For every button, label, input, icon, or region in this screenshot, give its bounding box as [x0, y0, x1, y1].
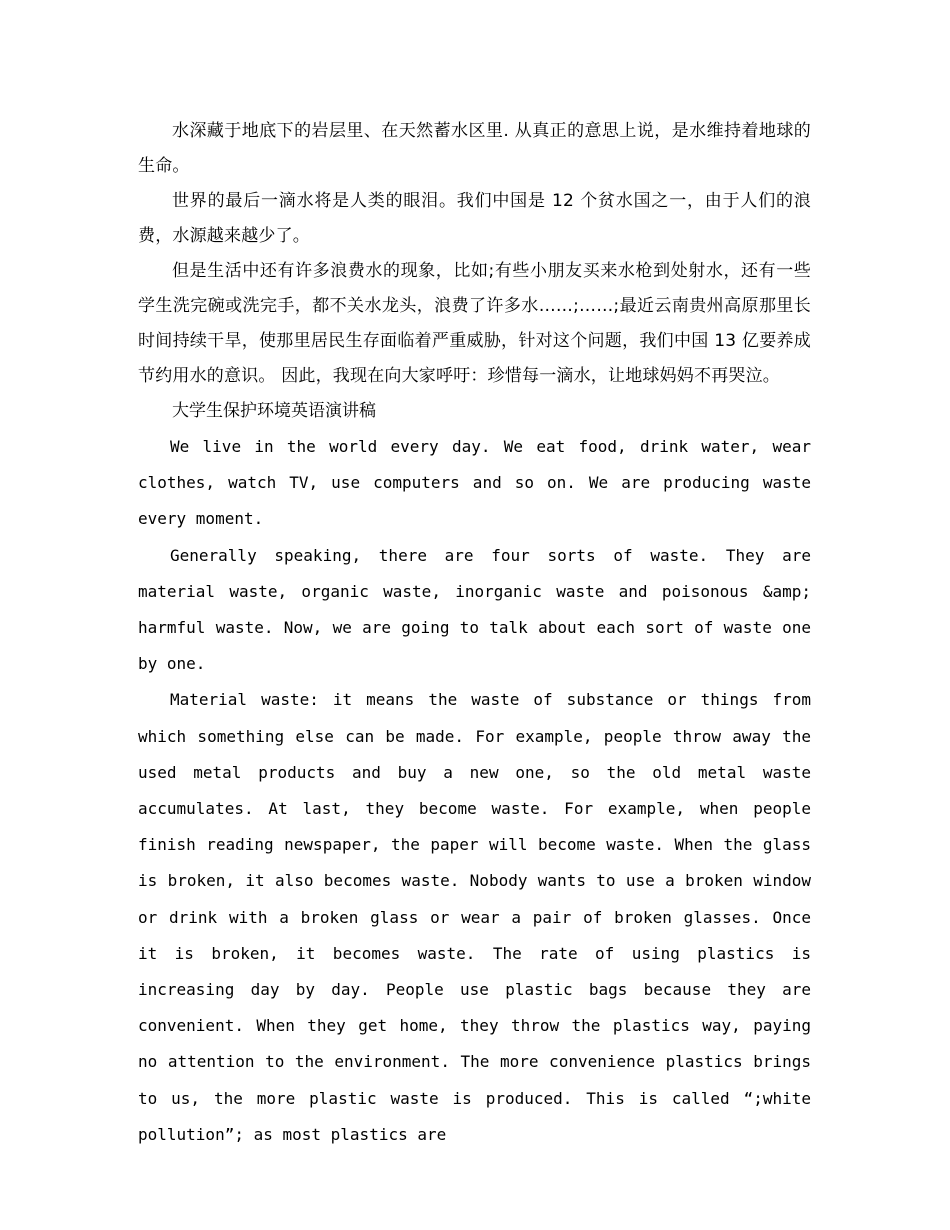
paragraph-last-drop: 世界的最后一滴水将是人类的眼泪。我们中国是 12 个贫水国之一，由于人们的浪费，水源越来越少了。 — [138, 191, 811, 246]
paragraph-water-underground: 水深藏于地底下的岩层里、在天然蓄水区里. 从真正的意思上说，是水维持着地球的生命。 — [138, 121, 811, 176]
section-title: 大学生保护环境英语演讲稿 — [172, 401, 376, 421]
paragraph-material-waste: Material waste: it means the waste of substance or things from which something else can be made. For example, people throw away the used metal products and buy a new one, so the old metal waste accumulates. At last, they become waste. For example, when people finish reading newspaper, the paper will become waste. When the glass is broken, it also becomes waste. Nobody wants to use a broken window or drink with a broken glass or wear a pair of broken glasses. Once it is broken, it becomes waste. The rate of using plastics is increasing day by day. People use plastic bags because they are convenient. When they get home, they throw the plastics way, paying no attention to the environment. The more convenience plastics brings to us, the more plastic waste is produced. This is called “;white pollution”; as most plastics are — [138, 690, 811, 1144]
paragraph-we-live: We live in the world every day. We eat food, drink water, wear clothes, watch TV, use computers and so on. We are producing waste every moment. — [138, 437, 811, 529]
paragraph-water-waste: 但是生活中还有许多浪费水的现象，比如;有些小朋友买来水枪到处射水，还有一些学生洗完碗或洗完手，都不关水龙头，浪费了许多水……;……;最近云南贵州高原那里长时间持续干旱，使那里居民生存面临着严重威胁，针对这个问题，我们中国 13 亿要养成节约用水的意识。 因此，我现在向大家呼吁：珍惜每一滴水，让地球妈妈不再哭泣。 — [138, 261, 811, 386]
document-body — [138, 114, 811, 1153]
paragraph-four-sorts: Generally speaking, there are four sorts of waste. They are material waste, organic waste, inorganic waste and poisonous &amp; harmful waste. Now, we are going to talk about each sort of waste one by one. — [138, 545, 811, 674]
